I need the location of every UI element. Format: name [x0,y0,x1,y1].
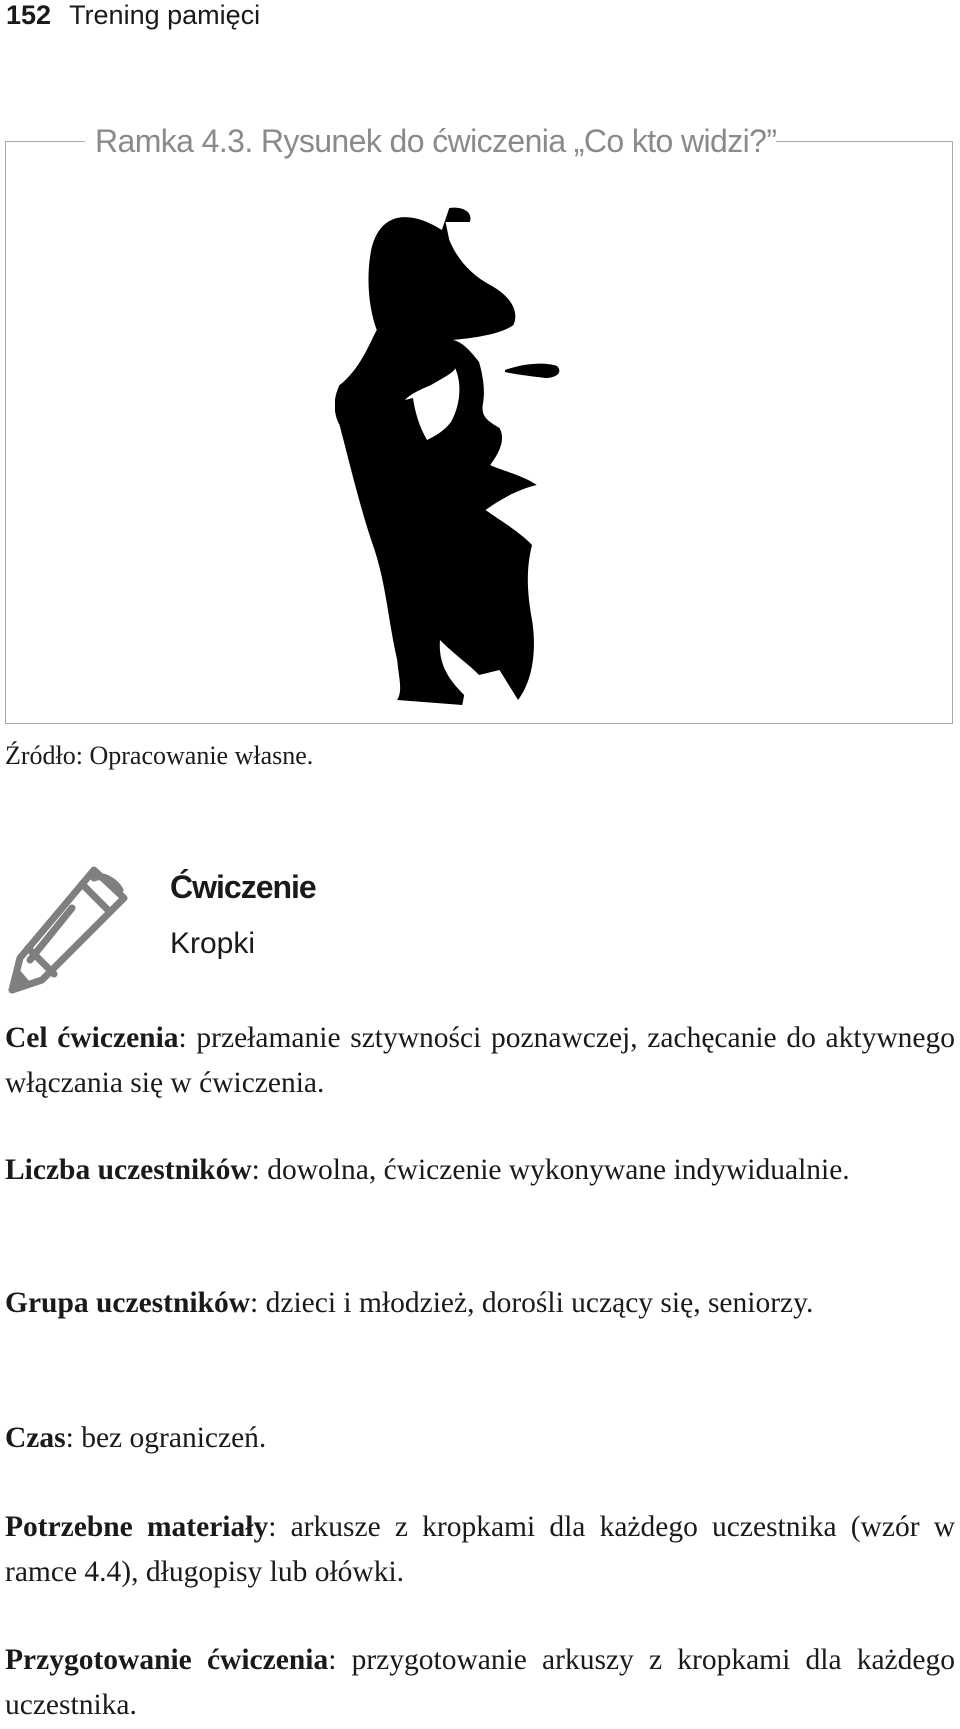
detail-participants-count: Liczba uczestników: dowolna, ćwiczenie wykonywane indywidualnie. [5,1154,850,1186]
page-header [6,0,260,30]
exercise-name: Kropki [170,927,256,960]
running-title: Trening pamięci [69,0,261,30]
detail-time: Czas: bez ograniczeń. [5,1422,267,1454]
saxophonist-illusion-image [335,200,625,710]
exercise-heading: Ćwiczenie [170,869,316,905]
detail-goal: Cel ćwiczenia: przełamanie sztywności poznawczej, zachęcanie do aktywnego włączania się w ćwiczenia. [5,1022,955,1099]
detail-materials: Potrzebne materiały: arkusze z kropkami dla każdego uczestnika (wzór w ramce 4.4), długopisy lub ołówki. [5,1511,955,1588]
figure-box-top-border-left [5,141,85,142]
page-number: 152 [6,0,52,30]
figure-box-title: Ramka 4.3. Rysunek do ćwiczenia „Co kto widzi?” [95,123,777,159]
figure-source: Źródło: Opracowanie własne. [5,741,314,770]
pencil-icon [8,864,133,996]
figure-box-top-border-right [776,141,953,142]
detail-participants-group: Grupa uczestników: dzieci i młodzież, dorośli uczący się, seniorzy. [5,1287,814,1319]
detail-preparation: Przygotowanie ćwiczenia: przygotowanie arkuszy z kropkami dla każdego uczestnika. [5,1644,955,1721]
